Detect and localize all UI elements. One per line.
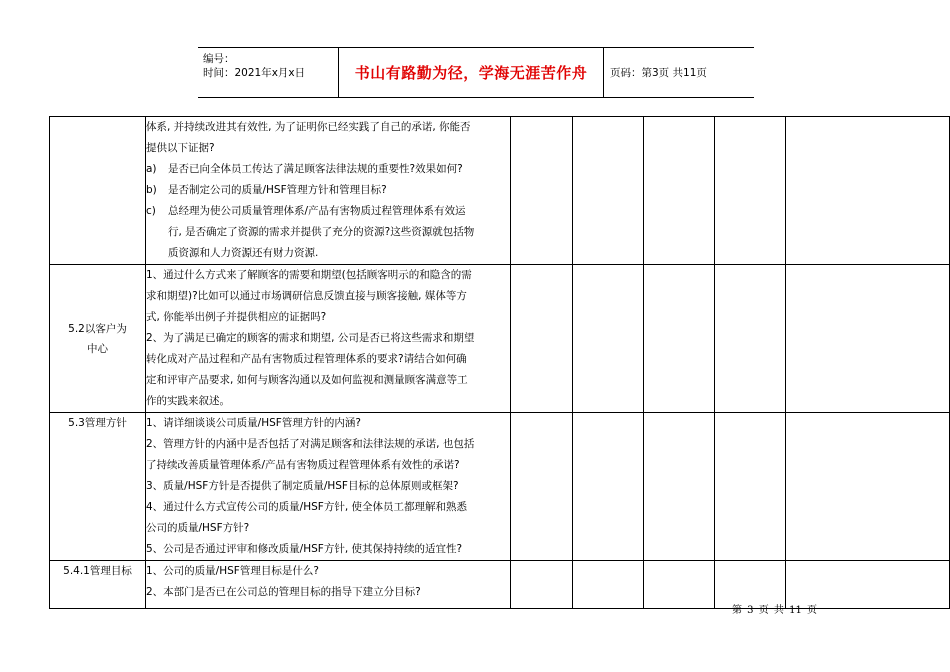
question-line xyxy=(146,117,510,138)
empty-cell[interactable] xyxy=(573,117,644,265)
question-text: 提供以下证据? xyxy=(146,142,215,154)
page-footer: 第 3 页 共 11 页 xyxy=(732,605,817,616)
empty-cell[interactable] xyxy=(511,265,573,413)
question-line xyxy=(146,286,510,307)
item-label: b) xyxy=(146,184,157,196)
question-line xyxy=(146,328,510,349)
question-text: 质资源和人力资源还有财力资源. xyxy=(168,247,319,259)
question-text: 总经理为使公司质量管理体系/产品有害物质过程管理体系有效运 xyxy=(168,205,466,217)
question-text: 1、公司的质量/HSF管理目标是什么? xyxy=(146,565,319,577)
section-cell xyxy=(50,117,146,265)
question-text: 是否制定公司的质量/HSF管理方针和管理目标? xyxy=(168,184,387,196)
item-label: c) xyxy=(146,205,156,217)
question-line xyxy=(146,434,510,455)
question-line xyxy=(146,497,510,518)
question-line xyxy=(146,159,510,180)
empty-cell[interactable] xyxy=(644,117,715,265)
empty-cell[interactable] xyxy=(786,265,950,413)
question-text: 是否已向全体员工传达了满足顾客法律法规的重要性?效果如何? xyxy=(168,163,463,175)
question-line xyxy=(146,180,510,201)
question-line xyxy=(146,201,510,222)
question-text: 2、管理方针的内涵中是否包括了对满足顾客和法律法规的承诺, 也包括 xyxy=(146,438,475,450)
empty-cell[interactable] xyxy=(786,413,950,561)
question-cell xyxy=(146,117,511,265)
table-row xyxy=(50,117,950,265)
empty-cell[interactable] xyxy=(715,413,786,561)
empty-cell[interactable] xyxy=(511,561,573,609)
question-text: 1、请详细谈谈公司质量/HSF管理方针的内涵? xyxy=(146,417,361,429)
question-text: 4、通过什么方式宣传公司的质量/HSF方针, 使全体员工都理解和熟悉 xyxy=(146,501,467,513)
question-line xyxy=(146,455,510,476)
question-text: 1、通过什么方式来了解顾客的需要和期望(包括顾客明示的和隐含的需 xyxy=(146,269,472,281)
question-line xyxy=(146,265,510,286)
empty-cell[interactable] xyxy=(573,561,644,609)
question-line xyxy=(146,370,510,391)
empty-cell[interactable] xyxy=(715,265,786,413)
question-cell xyxy=(146,413,511,561)
question-text: 求和期望)?比如可以通过市场调研信息反馈直接与顾客接触, 媒体等方 xyxy=(146,290,467,302)
question-cell xyxy=(146,561,511,609)
question-text: 公司的质量/HSF方针? xyxy=(146,522,250,534)
empty-cell[interactable] xyxy=(644,265,715,413)
question-text: 2、本部门是否已在公司总的管理目标的指导下建立分目标? xyxy=(146,586,421,598)
checklist-table xyxy=(49,116,950,609)
question-text: 3、质量/HSF方针是否提供了制定质量/HSF目标的总体原则或框架? xyxy=(146,480,459,492)
table-row xyxy=(50,265,950,413)
section-cell: 5.2以客户为中心 xyxy=(50,265,146,413)
empty-cell[interactable] xyxy=(786,117,950,265)
question-line xyxy=(146,307,510,328)
page-header xyxy=(198,47,754,98)
question-text: 作的实践来叙述。 xyxy=(146,395,230,407)
header-meta xyxy=(198,48,338,97)
question-line xyxy=(146,391,510,412)
empty-cell[interactable] xyxy=(573,413,644,561)
question-cell xyxy=(146,265,511,413)
question-text: 式, 你能举出例子并提供相应的证据吗? xyxy=(146,311,327,323)
question-line xyxy=(146,518,510,539)
question-text: 定和评审产品要求, 如何与顾客沟通以及如何监视和测量顾客满意等工 xyxy=(146,374,468,386)
empty-cell[interactable] xyxy=(644,413,715,561)
item-label: a) xyxy=(146,163,157,175)
question-text: 行, 是否确定了资源的需求并提供了充分的资源?这些资源就包括物 xyxy=(168,226,475,238)
empty-cell[interactable] xyxy=(511,413,573,561)
table-row xyxy=(50,413,950,561)
time-label: 时间：2021年x月x日 xyxy=(203,67,306,79)
question-text: 5、公司是否通过评审和修改质量/HSF方针, 使其保持持续的适宜性? xyxy=(146,543,463,555)
question-line xyxy=(146,138,510,159)
question-line xyxy=(146,222,510,243)
question-line xyxy=(146,582,510,603)
empty-cell[interactable] xyxy=(511,117,573,265)
number-label: 编号： xyxy=(203,53,235,65)
question-text: 2、为了满足已确定的顾客的需求和期望, 公司是否已将这些需求和期望 xyxy=(146,332,475,344)
empty-cell[interactable] xyxy=(715,117,786,265)
empty-cell[interactable] xyxy=(573,265,644,413)
question-line xyxy=(146,539,510,560)
question-text: 转化成对产品过程和产品有害物质过程管理体系的要求?请结合如何确 xyxy=(146,353,467,365)
question-text: 了持续改善质量管理体系/产品有害物质过程管理体系有效性的承诺? xyxy=(146,459,460,471)
section-cell: 5.3管理方针 xyxy=(50,413,146,561)
question-line xyxy=(146,476,510,497)
question-line xyxy=(146,413,510,434)
header-page-label: 页码：第3页 共11页 xyxy=(610,67,707,79)
empty-cell[interactable] xyxy=(644,561,715,609)
question-line xyxy=(146,349,510,370)
header-motto: 书山有路勤为径，学海无涯苦作舟 xyxy=(338,48,604,97)
question-text: 体系, 并持续改进其有效性, 为了证明你已经实践了自己的承诺, 你能否 xyxy=(146,121,471,133)
question-line xyxy=(146,243,510,264)
section-cell: 5.4.1管理目标 xyxy=(50,561,146,609)
question-line xyxy=(146,561,510,582)
